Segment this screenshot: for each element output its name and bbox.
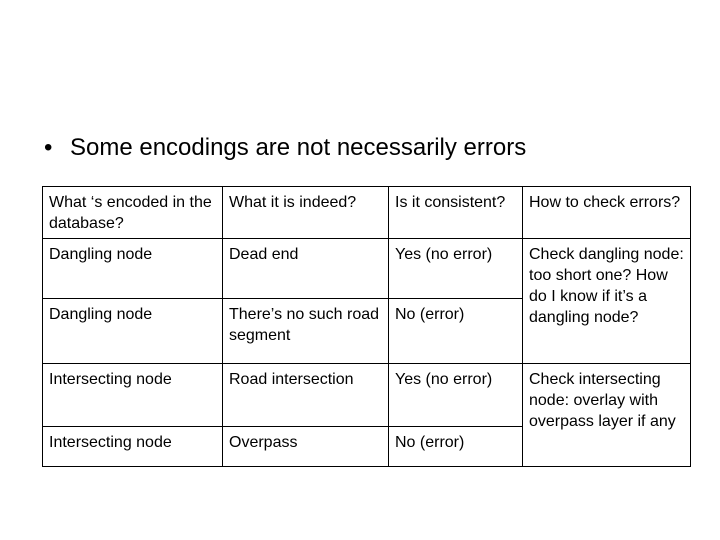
- cell-check-intersecting: Check intersecting node: overlay with overpass layer if any: [523, 364, 691, 467]
- bullet-point: [44, 132, 526, 164]
- cell-consistent: No (error): [389, 299, 523, 364]
- cell-indeed: Overpass: [223, 427, 389, 467]
- table-row: [43, 364, 691, 427]
- header-indeed: What it is indeed?: [223, 187, 389, 239]
- cell-encoded: Intersecting node: [43, 364, 223, 427]
- header-check: How to check errors?: [523, 187, 691, 239]
- header-consistent: Is it consistent?: [389, 187, 523, 239]
- cell-check-dangling: Check dangling node: too short one? How do I know if it’s a dangling node?: [523, 239, 691, 364]
- bullet-text: Some encodings are not necessarily errors: [70, 134, 527, 161]
- header-encoded: What ‘s encoded in the database?: [43, 187, 223, 239]
- cell-encoded: Intersecting node: [43, 427, 223, 467]
- cell-encoded: Dangling node: [43, 239, 223, 299]
- encoding-table: [42, 186, 691, 467]
- table-header-row: [43, 187, 691, 239]
- bullet-icon: •: [44, 134, 53, 161]
- table-row: [43, 239, 691, 299]
- cell-consistent: Yes (no error): [389, 364, 523, 427]
- cell-consistent: No (error): [389, 427, 523, 467]
- cell-encoded: Dangling node: [43, 299, 223, 364]
- cell-consistent: Yes (no error): [389, 239, 523, 299]
- cell-indeed: There’s no such road segment: [223, 299, 389, 364]
- cell-indeed: Road intersection: [223, 364, 389, 427]
- cell-indeed: Dead end: [223, 239, 389, 299]
